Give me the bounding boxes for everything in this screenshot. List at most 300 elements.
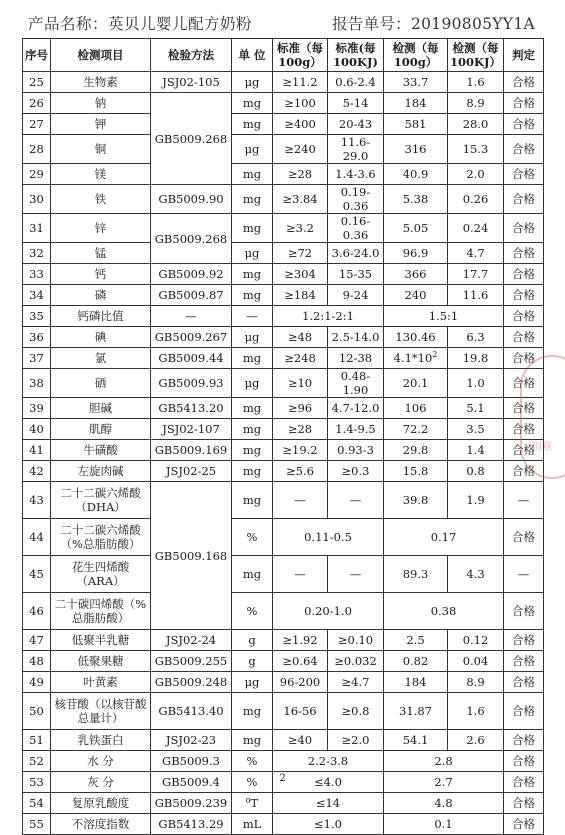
row-std-g: ≥100: [273, 93, 328, 114]
row-unit: mg: [232, 461, 273, 482]
table-row: [23, 651, 544, 672]
table-row: [23, 348, 544, 369]
row-no: 39: [23, 398, 51, 419]
table-row: [23, 369, 544, 398]
page-number: 2: [279, 773, 286, 784]
col-header-unit: 单 位: [232, 39, 273, 72]
row-res-g: 184: [384, 93, 448, 114]
row-verdict: 合格: [504, 419, 544, 440]
row-res-kj: 2.6: [448, 730, 504, 751]
row-res-g-exponent: 2: [432, 350, 438, 360]
row-res-g: 581: [384, 114, 448, 135]
col-header-res-kj: 检测（每100KJ）: [448, 39, 504, 72]
row-no: 25: [23, 72, 51, 93]
row-std-kj: —: [328, 556, 384, 593]
table-header-row: [23, 39, 544, 72]
table-row: [23, 419, 544, 440]
row-item: 钠: [51, 93, 151, 114]
row-std-kj: ≥0.032: [328, 651, 384, 672]
row-unit: mg: [232, 348, 273, 369]
row-res-g: 29.8: [384, 440, 448, 461]
table-row: [23, 672, 544, 693]
row-no: 44: [23, 519, 51, 556]
col-header-std-g: 标准（每100g）: [273, 39, 328, 72]
row-item: 钙: [51, 264, 151, 285]
row-unit: %: [232, 519, 273, 556]
row-res-g: 5.05: [384, 214, 448, 243]
row-item: 核苷酸（以核苷酸总量计）: [51, 693, 151, 730]
row-unit: μg: [232, 327, 273, 348]
row-no: 41: [23, 440, 51, 461]
row-item: 牛磺酸: [51, 440, 151, 461]
row-method: GB5009.267: [151, 327, 232, 348]
row-std-kj: 1.4-3.6: [328, 164, 384, 185]
product-name: 产品名称：英贝儿婴儿配方奶粉: [28, 15, 253, 33]
row-unit: mg: [232, 114, 273, 135]
row-verdict: 合格: [504, 651, 544, 672]
row-std-kj: ≥4.7: [328, 672, 384, 693]
row-res-g: 0.82: [384, 651, 448, 672]
table-row: [23, 814, 544, 835]
row-std-kj: 20-43: [328, 114, 384, 135]
table-row: [23, 164, 544, 185]
row-std-kj: 12-38: [328, 348, 384, 369]
row-no: 37: [23, 348, 51, 369]
row-verdict: 合格: [504, 519, 544, 556]
row-verdict: 合格: [504, 814, 544, 835]
row-item: 二十二碳六烯酸（%总脂肪酸）: [51, 519, 151, 556]
row-res-merged: 2.7: [384, 772, 504, 793]
table-row: [23, 285, 544, 306]
row-no: 52: [23, 751, 51, 772]
row-std-kj: 5-14: [328, 93, 384, 114]
row-res-g: 72.2: [384, 419, 448, 440]
row-no: 53: [23, 772, 51, 793]
row-verdict: 合格: [504, 693, 544, 730]
row-item: 铜: [51, 135, 151, 164]
row-method: JSJ02-105: [151, 72, 232, 93]
row-std-g: ≥10: [273, 369, 328, 398]
row-item: 胆碱: [51, 398, 151, 419]
row-std-merged: ≤1.0: [273, 814, 384, 835]
row-method: GB5009.239: [151, 793, 232, 814]
row-std-merged: 0.20-1.0: [273, 593, 384, 630]
row-std-kj: 1.4-9.5: [328, 419, 384, 440]
row-std-kj: —: [328, 482, 384, 519]
row-res-kj: 1.4: [448, 440, 504, 461]
row-verdict: 合格: [504, 214, 544, 243]
row-res-kj: 0.24: [448, 214, 504, 243]
row-std-g: 96-200: [273, 672, 328, 693]
row-verdict: —: [504, 556, 544, 593]
col-header-item: 检测项目: [51, 39, 151, 72]
row-std-g: ≥19.2: [273, 440, 328, 461]
row-res-kj: 17.7: [448, 264, 504, 285]
table-row: [23, 327, 544, 348]
row-unit: mg: [232, 440, 273, 461]
row-no: 40: [23, 419, 51, 440]
row-std-g: ≥184: [273, 285, 328, 306]
row-res-kj: 8.9: [448, 93, 504, 114]
row-method: —: [151, 306, 232, 327]
row-std-g: ≥304: [273, 264, 328, 285]
row-unit: mg: [232, 556, 273, 593]
row-verdict: 合格: [504, 285, 544, 306]
row-std-kj: ≥2.0: [328, 730, 384, 751]
row-res-kj: 19.8: [448, 348, 504, 369]
row-unit: mL: [232, 814, 273, 835]
row-unit: μg: [232, 243, 273, 264]
row-res-kj: 4.3: [448, 556, 504, 593]
row-unit: %: [232, 751, 273, 772]
row-unit: ⁰T: [232, 793, 273, 814]
row-std-kj: 0.93-3: [328, 440, 384, 461]
table-row: [23, 93, 544, 114]
row-verdict: 合格: [504, 164, 544, 185]
row-item: 钙磷比值: [51, 306, 151, 327]
row-verdict: 合格: [504, 135, 544, 164]
row-item: 硒: [51, 369, 151, 398]
row-res-g: 366: [384, 264, 448, 285]
row-std-kj: 4.7-12.0: [328, 398, 384, 419]
row-method: GB5009.90: [151, 185, 232, 214]
row-no: 33: [23, 264, 51, 285]
row-no: 43: [23, 482, 51, 519]
row-verdict: 合格: [504, 93, 544, 114]
table-row: [23, 519, 544, 556]
row-no: 51: [23, 730, 51, 751]
row-item: 灰 分: [51, 772, 151, 793]
row-res-g: 31.87: [384, 693, 448, 730]
row-unit: mg: [232, 482, 273, 519]
row-item: 叶黄素: [51, 672, 151, 693]
row-no: 27: [23, 114, 51, 135]
row-verdict: 合格: [504, 593, 544, 630]
row-verdict: 合格: [504, 398, 544, 419]
row-method: GB5009.168: [151, 482, 232, 630]
row-item: 钾: [51, 114, 151, 135]
table-row: [23, 243, 544, 264]
row-no: 30: [23, 185, 51, 214]
row-no: 45: [23, 556, 51, 593]
row-verdict: 合格: [504, 772, 544, 793]
table-row: [23, 185, 544, 214]
row-std-g: ≥248: [273, 348, 328, 369]
row-res-g: 33.7: [384, 72, 448, 93]
row-std-g: ≥96: [273, 398, 328, 419]
row-res-merged: 1.5:1: [384, 306, 504, 327]
row-no: 50: [23, 693, 51, 730]
table-row: [23, 593, 544, 630]
row-res-g: 5.38: [384, 185, 448, 214]
row-res-kj: 2.0: [448, 164, 504, 185]
row-res-g: 316: [384, 135, 448, 164]
row-no: 42: [23, 461, 51, 482]
row-res-kj: 1.6: [448, 693, 504, 730]
row-res-g: 15.8: [384, 461, 448, 482]
row-method: GB5009.93: [151, 369, 232, 398]
row-item: 左旋肉碱: [51, 461, 151, 482]
row-std-kj: ≥0.10: [328, 630, 384, 651]
row-std-kj: 0.48-1.90: [328, 369, 384, 398]
row-item: 铁: [51, 185, 151, 214]
row-verdict: 合格: [504, 348, 544, 369]
row-verdict: 合格: [504, 461, 544, 482]
row-no: 29: [23, 164, 51, 185]
row-unit: g: [232, 651, 273, 672]
row-unit: mg: [232, 93, 273, 114]
row-res-merged: 4.8: [384, 793, 504, 814]
row-no: 26: [23, 93, 51, 114]
row-std-g: ≥3.2: [273, 214, 328, 243]
row-method: GB5009.87: [151, 285, 232, 306]
row-unit: %: [232, 772, 273, 793]
row-item: 乳铁蛋白: [51, 730, 151, 751]
table-row: [23, 72, 544, 93]
row-method: JSJ02-25: [151, 461, 232, 482]
row-item: 二十碳四烯酸（%总脂肪酸）: [51, 593, 151, 630]
row-method: GB5009.44: [151, 348, 232, 369]
row-res-g: 89.3: [384, 556, 448, 593]
col-header-res-g: 检测（每100g）: [384, 39, 448, 72]
row-unit: mg: [232, 264, 273, 285]
row-method: GB5413.29: [151, 814, 232, 835]
row-std-merged: ≤4.0: [273, 772, 384, 793]
table-row: [23, 630, 544, 651]
row-method: GB5009.248: [151, 672, 232, 693]
row-std-kj: ≥0.8: [328, 693, 384, 730]
row-unit: mg: [232, 398, 273, 419]
row-unit: mg: [232, 185, 273, 214]
row-std-g: ≥400: [273, 114, 328, 135]
row-item: 锌: [51, 214, 151, 243]
table-row: [23, 306, 544, 327]
row-res-merged: 0.1: [384, 814, 504, 835]
row-std-merged: ≤14: [273, 793, 384, 814]
row-std-g: ≥48: [273, 327, 328, 348]
row-verdict: —: [504, 482, 544, 519]
row-method: GB5009.268: [151, 93, 232, 185]
row-no: 38: [23, 369, 51, 398]
row-res-kj: 15.3: [448, 135, 504, 164]
row-std-merged: 0.11-0.5: [273, 519, 384, 556]
col-header-verdict: 判定: [504, 39, 544, 72]
row-unit: g: [232, 630, 273, 651]
row-unit: μg: [232, 135, 273, 164]
table-row: [23, 114, 544, 135]
row-item: 不溶度指数: [51, 814, 151, 835]
report-header: [28, 12, 535, 34]
table-row: [23, 556, 544, 593]
row-std-g: ≥240: [273, 135, 328, 164]
row-res-kj: 0.8: [448, 461, 504, 482]
row-std-kj: 0.16-0.36: [328, 214, 384, 243]
col-header-std-kj: 标准(每100KJ): [328, 39, 384, 72]
row-res-g: 106: [384, 398, 448, 419]
row-std-kj: 15-35: [328, 264, 384, 285]
row-method: GB5009.4: [151, 772, 232, 793]
row-res-g: 96.9: [384, 243, 448, 264]
row-std-g: 16-56: [273, 693, 328, 730]
row-res-kj: 1.9: [448, 482, 504, 519]
row-item: 镁: [51, 164, 151, 185]
row-std-kj: 0.6-2.4: [328, 72, 384, 93]
table-row: [23, 751, 544, 772]
row-no: 47: [23, 630, 51, 651]
row-res-kj: 6.3: [448, 327, 504, 348]
row-unit: —: [232, 306, 273, 327]
row-res-g: 20.1: [384, 369, 448, 398]
row-item: 低聚果糖: [51, 651, 151, 672]
row-verdict: 合格: [504, 243, 544, 264]
row-item: 生物素: [51, 72, 151, 93]
row-item: 花生四烯酸（ARA）: [51, 556, 151, 593]
row-item: 二十二碳六烯酸（DHA）: [51, 482, 151, 519]
row-std-g: ≥3.84: [273, 185, 328, 214]
row-res-merged: 0.17: [384, 519, 504, 556]
row-item: 水 分: [51, 751, 151, 772]
table-row: [23, 730, 544, 751]
row-method: GB5413.20: [151, 398, 232, 419]
row-method: GB5009.255: [151, 651, 232, 672]
row-unit: mg: [232, 419, 273, 440]
row-std-g: —: [273, 482, 328, 519]
row-method: GB5009.169: [151, 440, 232, 461]
table-row: [23, 440, 544, 461]
row-std-kj: ≥0.3: [328, 461, 384, 482]
table-row: [23, 264, 544, 285]
row-item: 碘: [51, 327, 151, 348]
row-std-g: ≥28: [273, 164, 328, 185]
test-results-table: [22, 38, 544, 835]
row-item: 氯: [51, 348, 151, 369]
row-no: 32: [23, 243, 51, 264]
row-unit: μg: [232, 72, 273, 93]
row-item: 肌醇: [51, 419, 151, 440]
row-no: 28: [23, 135, 51, 164]
row-no: 55: [23, 814, 51, 835]
table-row: [23, 398, 544, 419]
row-res-g: [384, 348, 448, 369]
row-method: JSJ02-23: [151, 730, 232, 751]
row-no: 48: [23, 651, 51, 672]
row-method: JSJ02-24: [151, 630, 232, 651]
row-res-kj: 11.6: [448, 285, 504, 306]
report-number: 报告单号：20190805YY1A: [331, 15, 535, 33]
row-verdict: 合格: [504, 440, 544, 461]
row-res-kj: 5.1: [448, 398, 504, 419]
row-no: 35: [23, 306, 51, 327]
row-no: 34: [23, 285, 51, 306]
row-std-g: ≥0.64: [273, 651, 328, 672]
row-std-g: ≥28: [273, 419, 328, 440]
row-unit: μg: [232, 369, 273, 398]
row-res-kj: 8.9: [448, 672, 504, 693]
row-res-kj: 3.5: [448, 419, 504, 440]
row-item: 复原乳酸度: [51, 793, 151, 814]
row-verdict: 合格: [504, 327, 544, 348]
row-res-merged: 2.8: [384, 751, 504, 772]
table-row: [23, 214, 544, 243]
row-no: 31: [23, 214, 51, 243]
row-std-g: —: [273, 556, 328, 593]
row-verdict: 合格: [504, 369, 544, 398]
row-std-g: ≥5.6: [273, 461, 328, 482]
row-std-g: ≥11.2: [273, 72, 328, 93]
row-method: GB5009.3: [151, 751, 232, 772]
row-no: 46: [23, 593, 51, 630]
row-verdict: 合格: [504, 264, 544, 285]
col-header-method: 检验方法: [151, 39, 232, 72]
row-res-kj: 28.0: [448, 114, 504, 135]
row-verdict: 合格: [504, 793, 544, 814]
row-unit: mg: [232, 214, 273, 243]
row-verdict: 合格: [504, 185, 544, 214]
row-verdict: 合格: [504, 730, 544, 751]
row-unit: %: [232, 593, 273, 630]
row-verdict: 合格: [504, 72, 544, 93]
row-verdict: 合格: [504, 630, 544, 651]
row-std-g: ≥1.92: [273, 630, 328, 651]
stamp-text: 用章: [532, 442, 552, 453]
row-no: 54: [23, 793, 51, 814]
row-unit: mg: [232, 164, 273, 185]
row-res-g: 184: [384, 672, 448, 693]
row-res-kj: 4.7: [448, 243, 504, 264]
row-std-kj: 2.5-14.0: [328, 327, 384, 348]
row-res-g: 240: [384, 285, 448, 306]
row-method: GB5009.92: [151, 264, 232, 285]
row-res-g: 2.5: [384, 630, 448, 651]
row-std-g: ≥72: [273, 243, 328, 264]
row-std-g: ≥40: [273, 730, 328, 751]
row-res-kj: 1.6: [448, 72, 504, 93]
row-method: JSJ02-107: [151, 419, 232, 440]
row-std-merged: 2.2-3.8: [273, 751, 384, 772]
row-method: GB5009.268: [151, 214, 232, 264]
row-item: 低聚半乳糖: [51, 630, 151, 651]
row-res-kj: 0.04: [448, 651, 504, 672]
row-no: 49: [23, 672, 51, 693]
row-std-kj: 11.6-29.0: [328, 135, 384, 164]
col-header-no: 序号: [23, 39, 51, 72]
row-res-g: 130.46: [384, 327, 448, 348]
row-res-kj: 0.26: [448, 185, 504, 214]
table-row: [23, 693, 544, 730]
row-std-kj: 0.19-0.36: [328, 185, 384, 214]
row-verdict: 合格: [504, 751, 544, 772]
table-row: [23, 461, 544, 482]
table-row: [23, 135, 544, 164]
row-res-g: 39.8: [384, 482, 448, 519]
row-unit: mg: [232, 730, 273, 751]
row-std-kj: 3.6-24.0: [328, 243, 384, 264]
row-res-kj: 0.12: [448, 630, 504, 651]
row-verdict: 合格: [504, 672, 544, 693]
row-unit: mg: [232, 285, 273, 306]
row-no: 36: [23, 327, 51, 348]
table-row: [23, 482, 544, 519]
row-method: GB5413.40: [151, 693, 232, 730]
row-item: 锰: [51, 243, 151, 264]
row-res-g-base: 4.1*10: [393, 351, 433, 365]
row-verdict: 合格: [504, 306, 544, 327]
row-res-g: 54.1: [384, 730, 448, 751]
row-verdict: 合格: [504, 114, 544, 135]
row-unit: μg: [232, 672, 273, 693]
row-std-merged: 1.2:1-2:1: [273, 306, 384, 327]
row-std-kj: 9-24: [328, 285, 384, 306]
